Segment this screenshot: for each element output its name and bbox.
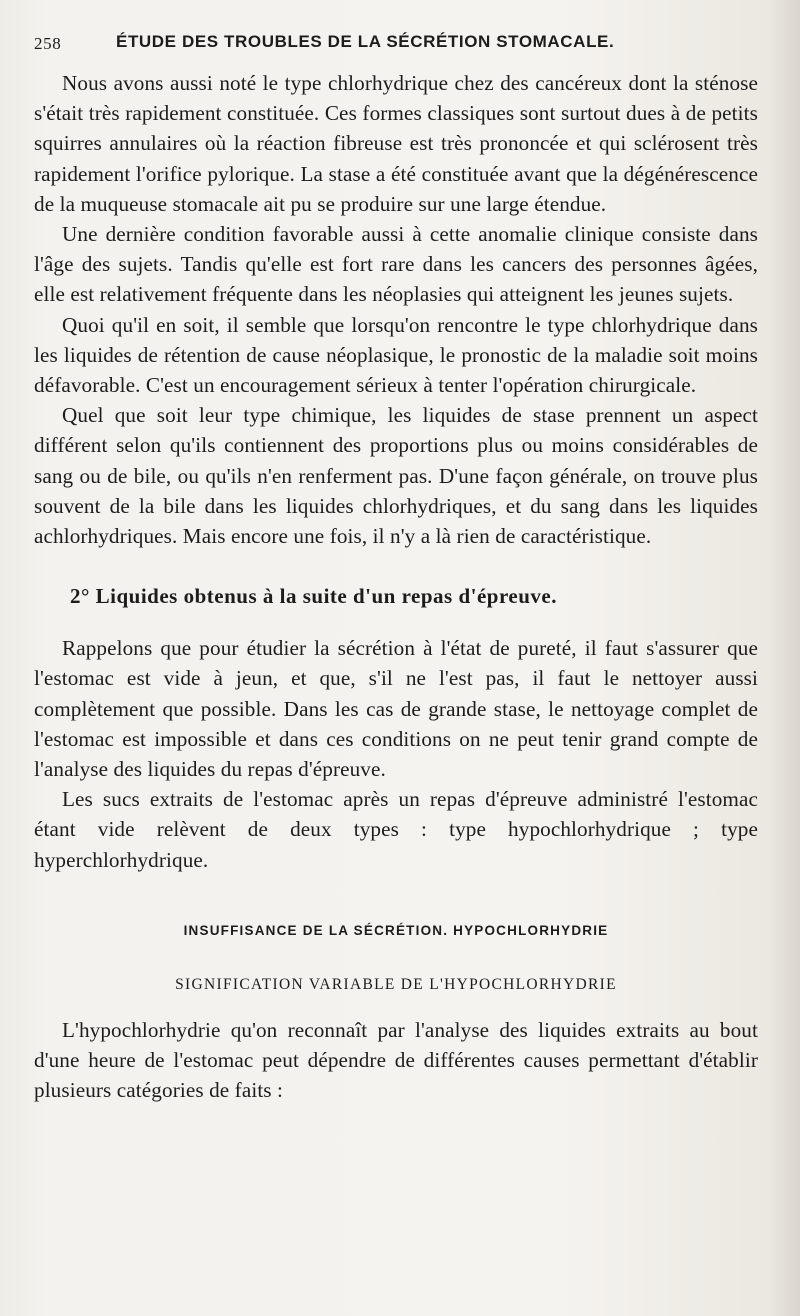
paragraph: Les sucs extraits de l'estomac après un repas d'épreuve administré l'estomac étant vide relèvent de deux types : type hypochlorhydrique ; type hyperchlorhydrique.	[34, 787, 758, 872]
subsection-title: 2° Liquides obtenus à la suite d'un repas d'épreuve.	[70, 584, 557, 609]
body-text	[34, 68, 758, 1105]
paragraph: Nous avons aussi noté le type chlorhydrique chez des cancéreux dont la sténose s'était très rapidement constituée. Ces formes classiques sont surtout dues à de petits squirres annulaires où la réaction fibreuse est très prononcée et qui sclérosent très rapidement l'orifice pylorique. La stase a été constituée avant que la dégénérescence de la muqueuse stomacale ait pu se produire sur une large étendue.	[34, 71, 758, 216]
paragraph: Une dernière condition favorable aussi à cette anomalie clinique consiste dans l'âge des sujets. Tandis qu'elle est fort rare dans les cancers des personnes âgées, elle est relativement fréquente dans les néoplasies qui atteignent les jeunes sujets.	[34, 222, 758, 307]
running-title: ÉTUDE DES TROUBLES DE LA SÉCRÉTION STOMACALE.	[116, 32, 615, 51]
page-header	[34, 32, 780, 56]
sub-heading: SIGNIFICATION VARIABLE DE L'HYPOCHLORHYDRIE	[175, 975, 617, 993]
paragraph: Quel que soit leur type chimique, les liquides de stase prennent un aspect différent selon qu'ils contiennent des proportions plus ou moins considérables de sang ou de bile, ou qu'ils n'en renferment pas. D'une façon générale, on trouve plus souvent de la bile dans les liquides chlorhydriques, et du sang dans les liquides achlorhydriques. Mais encore une fois, il n'y a là rien de caractéristique.	[34, 403, 758, 549]
page-number: 258	[34, 34, 62, 53]
paragraph: Quoi qu'il en soit, il semble que lorsqu'on rencontre le type chlorhydrique dans les liquides de rétention de cause néoplasique, le pronostic de la maladie soit moins défavorable. C'est un encouragement sérieux à tenter l'opération chirurgicale.	[34, 312, 758, 398]
paragraph: L'hypochlorhydrie qu'on reconnaît par l'analyse des liquides extraits au bout d'une heure de l'estomac peut dépendre de différentes causes permettant d'établir plusieurs catégories de faits :	[34, 1017, 758, 1103]
paragraph: Rappelons que pour étudier la sécrétion à l'état de pureté, il faut s'assurer que l'estomac est vide à jeun, et que, s'il ne l'est pas, il faut le nettoyer aussi complètement que possible. Dans les cas de grande stase, le nettoyage complet de l'estomac est impossible et dans ces conditions on ne peut tenir grand compte de l'analyse des liquides du repas d'épreuve.	[34, 636, 758, 782]
section-heading: INSUFFISANCE DE LA SÉCRÉTION. HYPOCHLORHYDRIE	[183, 922, 609, 938]
